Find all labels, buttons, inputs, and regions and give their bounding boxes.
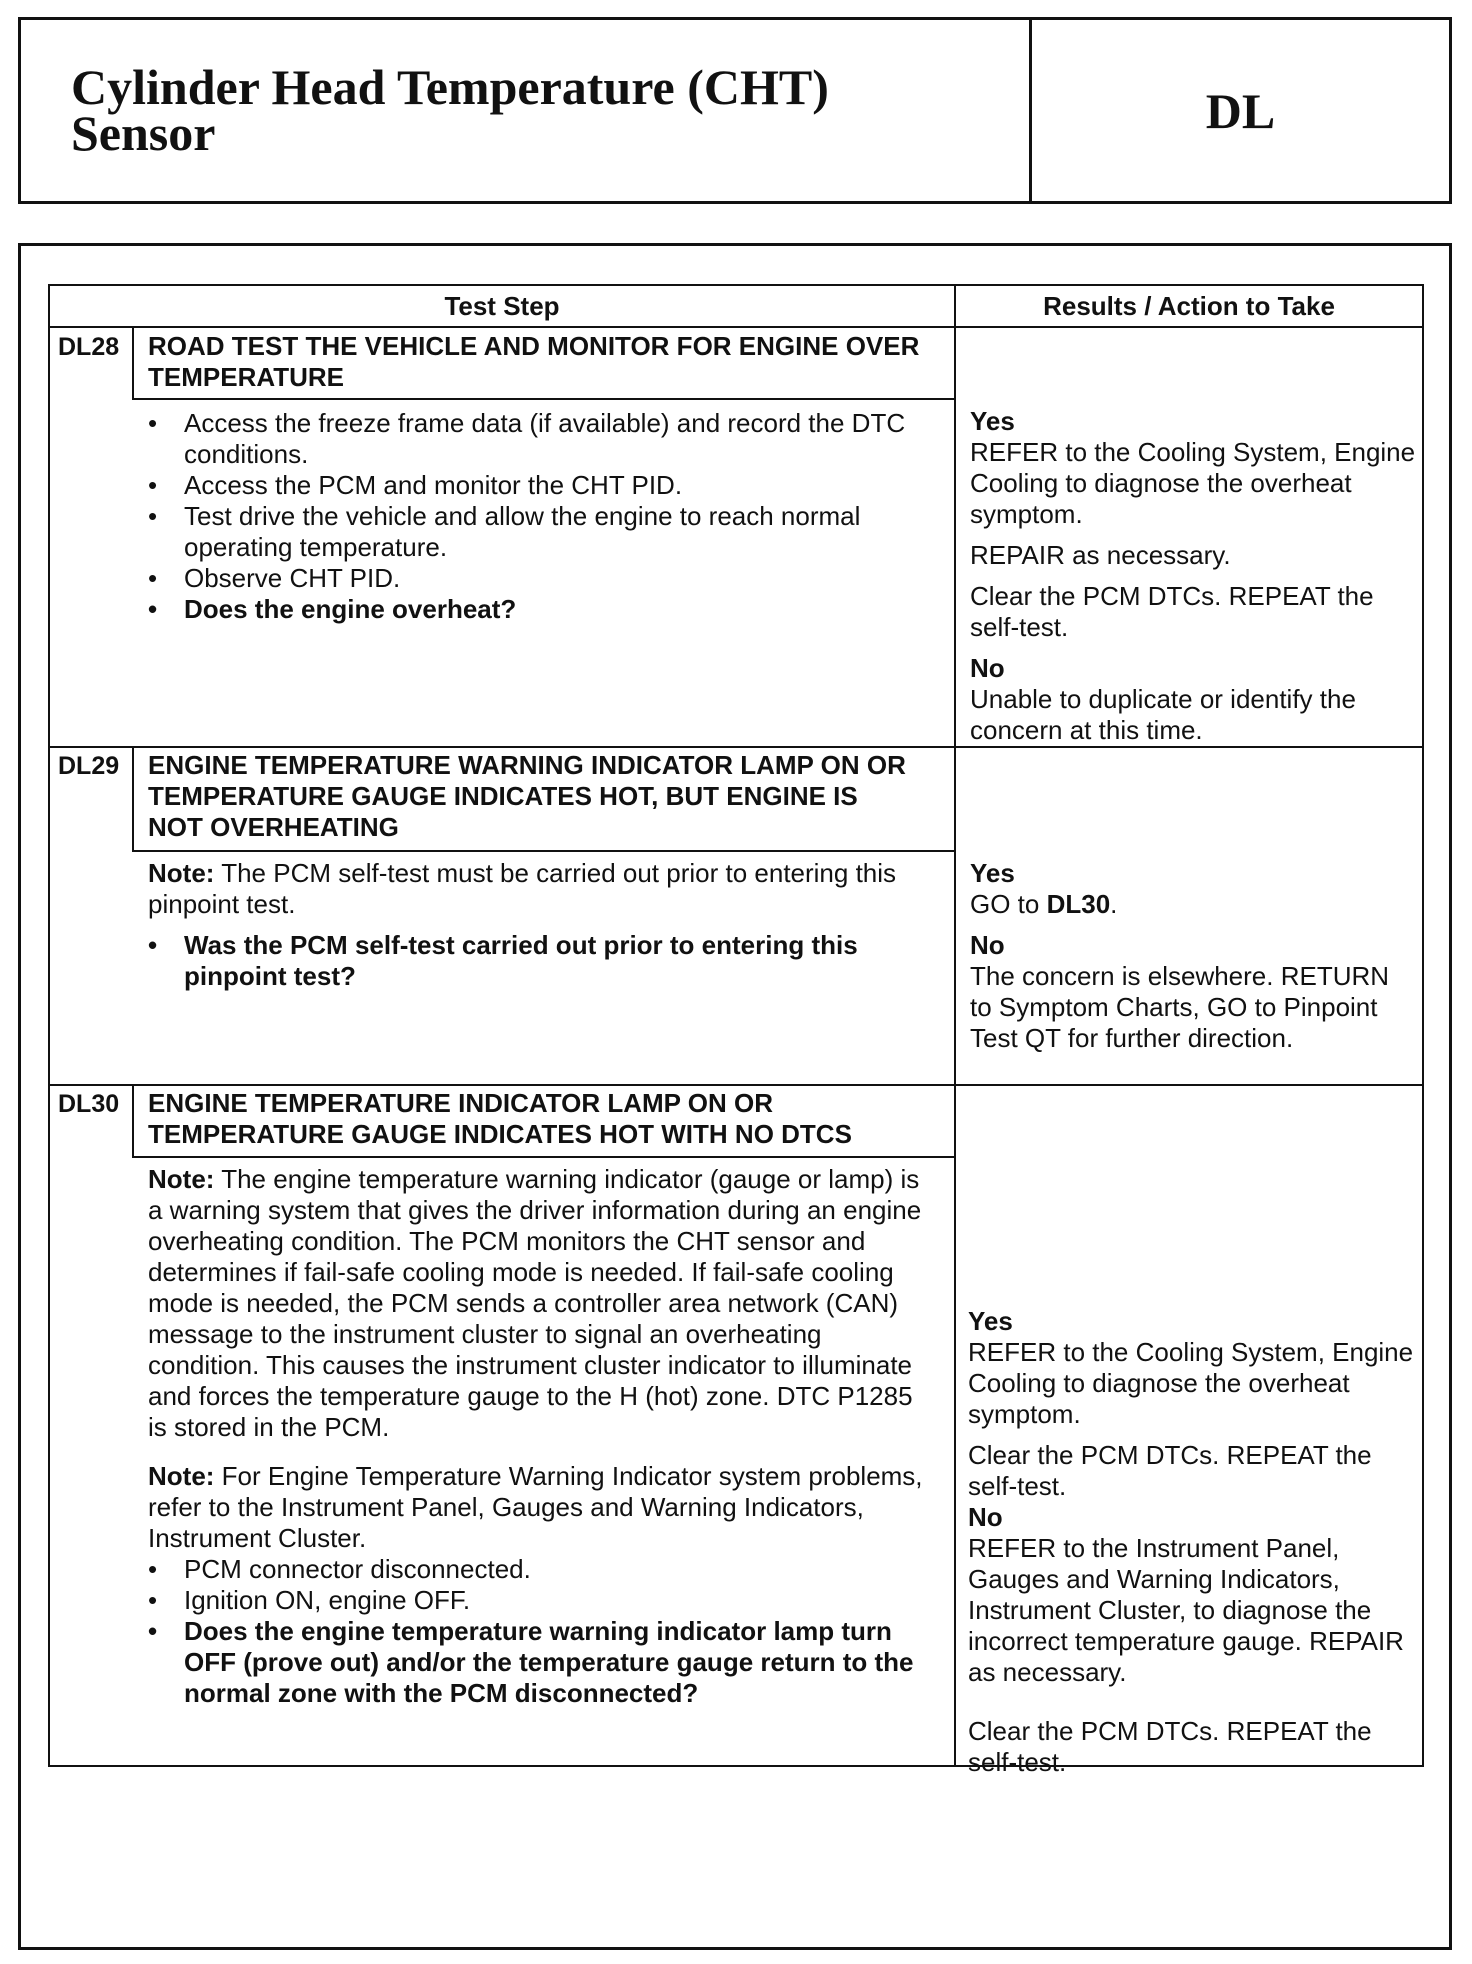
step-title-line bbox=[132, 398, 954, 400]
step-id-divider bbox=[132, 1084, 134, 1158]
row-separator bbox=[50, 746, 1422, 748]
no-action: Unable to duplicate or identify the concern at this time. bbox=[970, 684, 1356, 745]
note-text: The PCM self-test must be carried out prior to entering this pinpoint test. bbox=[148, 858, 897, 919]
results-dl29 bbox=[970, 858, 1416, 1054]
step-title-line bbox=[132, 850, 954, 852]
results-dl30 bbox=[968, 1306, 1414, 1778]
go-to-target: DL30 bbox=[1046, 889, 1111, 919]
go-to-end: . bbox=[1110, 889, 1118, 919]
title-line-1: Cylinder Head Temperature (CHT) bbox=[71, 59, 829, 115]
step-note bbox=[148, 1164, 938, 1443]
step-question: • Was the PCM self-test carried out prior to entering this pinpoint test? bbox=[144, 930, 938, 992]
step-question: • Does the engine overheat? bbox=[144, 594, 944, 625]
yes-action: REFER to the Cooling System, Engine Cooling to diagnose the overheat symptom. bbox=[968, 1337, 1414, 1429]
no-label: No bbox=[970, 653, 1005, 683]
list-item: • Observe CHT PID. bbox=[144, 563, 944, 594]
page-title bbox=[71, 59, 1021, 161]
go-to-text: GO to bbox=[970, 889, 1040, 919]
column-header-test-step: Test Step bbox=[444, 291, 560, 321]
note-label: Note: bbox=[148, 1164, 215, 1194]
step-id-dl29: DL29 bbox=[58, 752, 120, 780]
note-label: Note: bbox=[148, 858, 215, 888]
step-title-dl28: ROAD TEST THE VEHICLE AND MONITOR FOR ENGINE OVER TEMPERATURE bbox=[148, 331, 920, 392]
note-text: For Engine Temperature Warning Indicator system problems, refer to the Instrument Panel, Gauges and Warning Indicators, Instrument Cluster. bbox=[148, 1461, 923, 1553]
row-separator bbox=[50, 1084, 1422, 1086]
title-line-2: Sensor bbox=[71, 105, 216, 161]
column-header-results: Results / Action to Take bbox=[1043, 291, 1335, 321]
note-text: The engine temperature warning indicator (gauge or lamp) is a warning system that gives the driver information during an engine overheating condition. The PCM monitors the CHT sensor and determines if fail-safe cooling mode is needed. If fail-safe cooling mode is needed, the PCM sends a controller area network (CAN) message to the instrument cluster to signal an overheating condition. This causes the instrument cluster indicator to illuminate and forces the temperature gauge to the H (hot) zone. DTC P1285 is stored in the PCM. bbox=[148, 1164, 922, 1442]
step-body-dl28 bbox=[144, 408, 944, 625]
step-body-dl30 bbox=[148, 1164, 938, 1709]
no-action: REFER to the Instrument Panel, Gauges and Warning Indicators, Instrument Cluster, to diagnose the incorrect temperature gauge. REPAIR as necessary. bbox=[968, 1533, 1404, 1687]
no-action: Clear the PCM DTCs. REPEAT the self-test. bbox=[968, 1716, 1372, 1777]
column-divider bbox=[954, 286, 956, 1765]
yes-label: Yes bbox=[970, 858, 1015, 888]
no-label: No bbox=[970, 930, 1005, 960]
list-item: • PCM connector disconnected. bbox=[144, 1554, 938, 1585]
step-body-dl29 bbox=[148, 858, 938, 992]
list-item: • Access the freeze frame data (if available) and record the DTC conditions. bbox=[144, 408, 944, 470]
results-dl28 bbox=[970, 406, 1416, 746]
step-question: • Does the engine temperature warning indicator lamp turn OFF (prove out) and/or the temperature gauge return to the normal zone with the PCM disconnected? bbox=[144, 1616, 938, 1709]
no-action: The concern is elsewhere. RETURN to Symptom Charts, GO to Pinpoint Test QT for further direction. bbox=[970, 961, 1390, 1053]
step-title-line bbox=[132, 1156, 954, 1158]
pinpoint-test-table bbox=[48, 284, 1424, 1777]
yes-action bbox=[970, 889, 1416, 920]
note-label: Note: bbox=[148, 1461, 215, 1491]
step-note bbox=[148, 858, 938, 920]
step-id-divider bbox=[132, 746, 134, 852]
yes-label: Yes bbox=[970, 406, 1015, 436]
list-item: • Access the PCM and monitor the CHT PID. bbox=[144, 470, 944, 501]
page-header bbox=[18, 17, 1452, 204]
step-id-dl30: DL30 bbox=[58, 1090, 120, 1118]
yes-action: Clear the PCM DTCs. REPEAT the self-test. bbox=[970, 581, 1374, 642]
header-row-line bbox=[50, 326, 1422, 328]
yes-action: REPAIR as necessary. bbox=[970, 540, 1231, 570]
list-item: • Test drive the vehicle and allow the engine to reach normal operating temperature. bbox=[144, 501, 944, 563]
list-item: • Ignition ON, engine OFF. bbox=[144, 1585, 938, 1616]
yes-action: REFER to the Cooling System, Engine Cooling to diagnose the overheat symptom. bbox=[970, 437, 1416, 529]
step-id-divider bbox=[132, 326, 134, 400]
no-label: No bbox=[968, 1502, 1003, 1532]
step-title-dl30: ENGINE TEMPERATURE INDICATOR LAMP ON OR TEMPERATURE GAUGE INDICATES HOT WITH NO DTCS bbox=[148, 1088, 852, 1149]
yes-label: Yes bbox=[968, 1306, 1013, 1336]
step-id-dl28: DL28 bbox=[58, 333, 120, 361]
section-code: DL bbox=[1205, 82, 1276, 139]
step-title-dl29: ENGINE TEMPERATURE WARNING INDICATOR LAMP ON OR TEMPERATURE GAUGE INDICATES HOT, BUT ENGINE IS NOT OVERHEATING bbox=[148, 750, 906, 842]
yes-action: Clear the PCM DTCs. REPEAT the self-test. bbox=[968, 1440, 1372, 1501]
step-note bbox=[148, 1461, 938, 1554]
